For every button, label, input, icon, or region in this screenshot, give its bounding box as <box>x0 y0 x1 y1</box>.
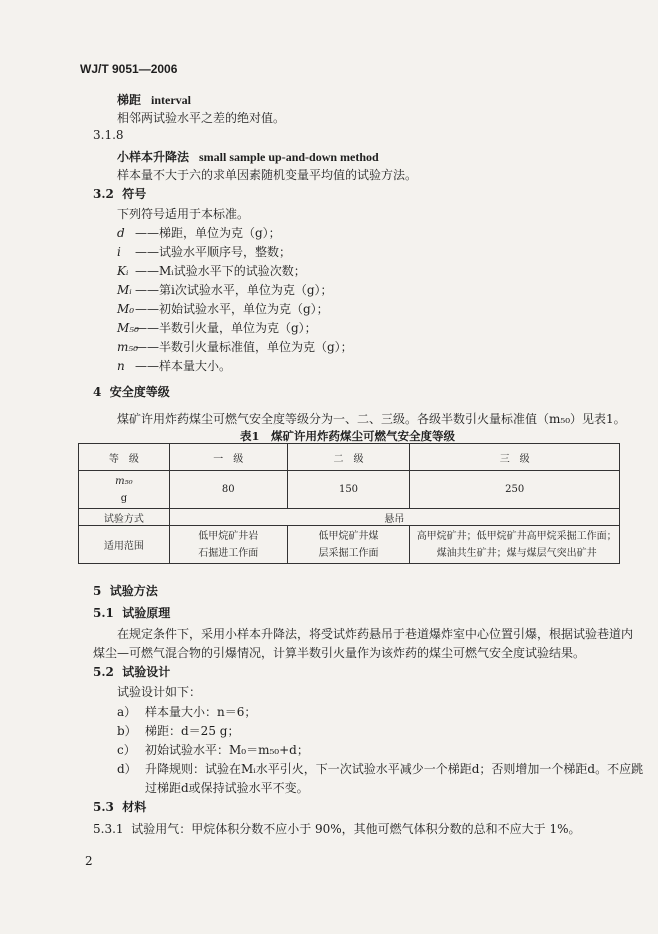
row-label-scope: 适用范围 <box>79 526 170 564</box>
grade-table <box>78 443 620 564</box>
design-item-text: 升降规则：试验在Mᵢ水平引火，下一次试验水平减少一个梯距d；否则增加一个梯距d。不应跳 <box>145 762 644 776</box>
symbol-name: i <box>117 245 121 259</box>
clause-3-1-8-number: 3.1.8 <box>93 128 124 142</box>
design-item-label: c） <box>117 743 136 757</box>
grade-cell: 三 级 <box>410 444 620 471</box>
term-interval <box>117 91 191 108</box>
scope-cell <box>169 526 287 564</box>
grade-cell: 二 级 <box>287 444 410 471</box>
symbol-row <box>117 262 306 279</box>
symbol-name: M₅₀ <box>117 321 139 335</box>
design-item-text: 梯距：d＝25 g； <box>145 724 240 738</box>
section-5-number: 5 <box>93 584 102 598</box>
term-updown-def: 样本量不大于六的求单因素随机变量平均值的试验方法。 <box>117 168 418 182</box>
design-item <box>117 760 643 777</box>
section-5-3-number: 5.3 <box>93 800 114 814</box>
table-row <box>79 471 620 509</box>
symbol-row <box>117 243 291 260</box>
design-item-label: b） <box>117 724 137 738</box>
term-interval-en: interval <box>151 93 192 107</box>
section-4-title: 安全度等级 <box>109 385 170 399</box>
section-5-2-heading <box>93 663 170 680</box>
symbol-name: Mᵢ <box>117 283 132 297</box>
symbols-intro: 下列符号适用于本标准。 <box>117 207 250 221</box>
scope-line: 层采掘工作面 <box>318 547 379 559</box>
section-5-2-number: 5.2 <box>93 665 114 679</box>
scope-cell <box>287 526 410 564</box>
scope-line: 高甲烷矿井；低甲烷矿井高甲烷采掘工作面； <box>416 530 617 542</box>
clause-5-3-1 <box>93 820 581 837</box>
page-number: 2 <box>85 854 93 868</box>
design-item-label: d） <box>117 762 137 776</box>
symbol-name: M₀ <box>117 302 135 316</box>
symbol-name: Kᵢ <box>117 264 129 278</box>
design-item-d-continuation: 过梯距d或保持试验水平不变。 <box>145 781 309 795</box>
symbol-row <box>117 357 231 374</box>
section-4-number: 4 <box>93 385 102 399</box>
clause-5-3-1-number: 5.3.1 <box>93 822 124 836</box>
m50-label: m₅₀ <box>115 475 133 487</box>
section-5-3-title: 材料 <box>122 800 147 814</box>
clause-5-3-1-text: 试验用气：甲烷体积分数不应小于 90%，其他可燃气体积分数的总和不应大于 1%。 <box>131 822 581 836</box>
section-5-1-para-line2: 煤尘—可燃气混合物的引爆情况，计算半数引火量作为该炸药的煤尘可燃气安全度试验结果。 <box>93 646 586 660</box>
design-item-text: 样本量大小：n＝6； <box>145 705 257 719</box>
design-item-label: a） <box>117 705 137 719</box>
m50-value-cell: 80 <box>169 471 287 509</box>
term-updown-en: small sample up-and-down method <box>199 150 379 164</box>
section-3-2-title: 符号 <box>122 187 147 201</box>
symbol-desc: ——半数引火量，单位为克（g）； <box>135 321 317 335</box>
section-3-2-number: 3.2 <box>93 187 114 201</box>
symbol-row <box>117 319 317 336</box>
symbol-row <box>117 281 333 298</box>
scope-line: 石掘进工作面 <box>198 547 259 559</box>
symbol-desc: ——Mᵢ试验水平下的试验次数； <box>135 264 306 278</box>
section-5-2-intro: 试验设计如下： <box>117 685 202 699</box>
symbol-desc: ——样本量大小。 <box>135 359 232 373</box>
symbol-desc: ——试验水平顺序号，整数； <box>135 245 292 259</box>
row-label-method: 试验方式 <box>79 509 170 526</box>
symbol-desc: ——梯距，单位为克（g）； <box>135 226 281 240</box>
symbol-desc: ——半数引火量标准值，单位为克（g）； <box>135 340 353 354</box>
grade-cell: 一 级 <box>169 444 287 471</box>
table-row <box>79 526 620 564</box>
scope-line: 低甲烷矿井煤 <box>318 530 379 542</box>
section-5-2-title: 试验设计 <box>122 665 171 679</box>
m50-value-cell: 150 <box>287 471 410 509</box>
doc-code: WJ/T 9051—2006 <box>80 62 178 76</box>
symbol-desc: ——第i次试验水平，单位为克（g）； <box>135 283 333 297</box>
term-updown <box>117 148 379 165</box>
section-5-1-heading <box>93 604 170 621</box>
symbol-row <box>117 338 353 355</box>
symbol-desc: ——初始试验水平，单位为克（g）； <box>135 302 329 316</box>
symbol-name: n <box>117 359 125 373</box>
m50-unit: g <box>120 492 128 504</box>
design-item-text: 初始试验水平：M₀＝m₅₀+d； <box>145 743 309 757</box>
scope-line: 煤油共生矿井；煤与煤层气突出矿井 <box>436 547 597 559</box>
term-interval-def: 相邻两试验水平之差的绝对值。 <box>117 111 286 125</box>
table-row <box>79 444 620 471</box>
section-5-1-number: 5.1 <box>93 606 114 620</box>
section-5-3-heading <box>93 798 146 815</box>
section-5-heading <box>93 582 158 599</box>
symbol-name: m₅₀ <box>117 340 138 354</box>
table-caption: 表1 煤矿许用炸药煤尘可燃气安全度等级 <box>240 429 455 443</box>
design-item <box>117 703 256 720</box>
section-5-1-title: 试验原理 <box>122 606 171 620</box>
method-value-cell: 悬吊 <box>169 509 619 526</box>
design-item <box>117 722 239 739</box>
m50-value-cell: 250 <box>410 471 620 509</box>
row-label-grade: 等 级 <box>79 444 170 471</box>
symbol-row <box>117 300 329 317</box>
section-3-2-heading <box>93 185 146 202</box>
section-5-title: 试验方法 <box>109 584 158 598</box>
section-4-heading <box>93 383 170 400</box>
row-label-m50 <box>79 471 170 509</box>
term-updown-cn: 小样本升降法 <box>117 150 190 164</box>
term-interval-cn: 梯距 <box>117 93 142 107</box>
scope-line: 低甲烷矿井岩 <box>198 530 259 542</box>
design-item <box>117 741 309 758</box>
section-4-para: 煤矿许用炸药煤尘可燃气安全度等级分为一、二、三级。各级半数引火量标准值（m₅₀）见表1。 <box>117 412 626 426</box>
symbol-row <box>117 224 281 241</box>
section-5-1-para-line1: 在规定条件下，采用小样本升降法，将受试炸药悬吊于巷道爆炸室中心位置引爆，根据试验巷道内 <box>117 627 634 641</box>
symbol-name: d <box>117 226 125 240</box>
scope-cell <box>410 526 620 564</box>
table-row <box>79 509 620 526</box>
